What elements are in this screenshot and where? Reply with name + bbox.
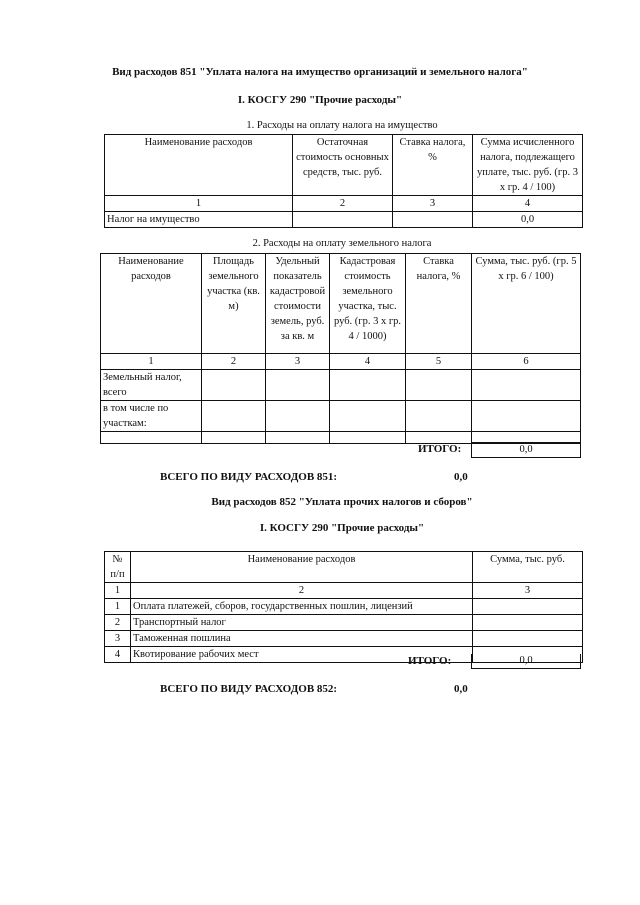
table-row xyxy=(105,631,583,647)
table2-header-sum: Сумма, тыс. руб. (гр. 5 х гр. 6 / 100) xyxy=(472,254,581,354)
table-row xyxy=(101,370,581,401)
table2-colnum-5: 5 xyxy=(406,354,472,370)
table3-row-num: 3 xyxy=(105,631,131,647)
table1-colnum-1: 1 xyxy=(105,196,293,212)
table3-colnum-1: 1 xyxy=(105,583,131,599)
table3-total-value: 0,0 xyxy=(471,654,581,669)
table3-row-name: Оплата платежей, сборов, государственных пошлин, лицензий xyxy=(131,599,473,615)
table3-total-label: ИТОГО: xyxy=(408,655,452,667)
table-row xyxy=(105,599,583,615)
section-852-title: Вид расходов 852 "Уплата прочих налогов и сборов" xyxy=(211,496,473,508)
table1-header-tax-sum: Сумма исчисленного налога, подлежащего уплате, тыс. руб. (гр. 3 х гр. 4 / 100) xyxy=(473,135,583,196)
table2-total-label: ИТОГО: xyxy=(418,443,462,455)
table2-colnum-2: 2 xyxy=(202,354,266,370)
table2-row-name: Земельный налог, всего xyxy=(101,370,202,401)
table1-row-name: Налог на имущество xyxy=(105,212,293,228)
grand-total-852-value: 0,0 xyxy=(454,683,468,695)
table1-header-tax-rate: Ставка налога, % xyxy=(393,135,473,196)
table3-header-num: № п/п xyxy=(105,552,131,583)
table1-caption: 1. Расходы на оплату налога на имущество xyxy=(246,120,438,131)
table2-row-name xyxy=(101,432,202,444)
table1-row-c3 xyxy=(393,212,473,228)
table2-total-value: 0,0 xyxy=(471,442,581,458)
section-851-title: Вид расходов 851 "Уплата налога на имущество организаций и земельного налога" xyxy=(112,66,528,78)
section-851-kosgu: I. КОСГУ 290 "Прочие расходы" xyxy=(237,94,403,106)
table3-row-sum xyxy=(473,599,583,615)
table1-property-tax xyxy=(104,134,583,228)
table2-header-name: Наименование расходов xyxy=(101,254,202,354)
table3-row-sum xyxy=(473,615,583,631)
table-row xyxy=(105,615,583,631)
table2-colnum-4: 4 xyxy=(330,354,406,370)
table3-colnum-3: 3 xyxy=(473,583,583,599)
table1-row-c2 xyxy=(293,212,393,228)
table2-header-tax-rate: Ставка налога, % xyxy=(406,254,472,354)
table3-row-sum xyxy=(473,631,583,647)
table1-header-residual-value: Остаточная стоимость основных средств, тыс. руб. xyxy=(293,135,393,196)
table3-row-name: Транспортный налог xyxy=(131,615,473,631)
grand-total-851-label: ВСЕГО ПО ВИДУ РАСХОДОВ 851: xyxy=(160,471,338,483)
section-852-kosgu: I. КОСГУ 290 "Прочие расходы" xyxy=(259,522,425,534)
table3-row-num: 1 xyxy=(105,599,131,615)
table3-header-name: Наименование расходов xyxy=(131,552,473,583)
table-row xyxy=(101,401,581,432)
table2-header-area: Площадь земельного участка (кв. м) xyxy=(202,254,266,354)
table1-colnum-2: 2 xyxy=(293,196,393,212)
table1-row-c4: 0,0 xyxy=(473,212,583,228)
grand-total-851-value: 0,0 xyxy=(454,471,468,483)
table3-other-taxes xyxy=(104,551,583,663)
table2-caption: 2. Расходы на оплату земельного налога xyxy=(252,238,432,249)
table3-row-num: 2 xyxy=(105,615,131,631)
table3-row-name: Таможенная пошлина xyxy=(131,631,473,647)
table3-colnum-2: 2 xyxy=(131,583,473,599)
table1-header-name: Наименование расходов xyxy=(105,135,293,196)
table1-colnum-4: 4 xyxy=(473,196,583,212)
table2-colnum-6: 6 xyxy=(472,354,581,370)
table2-colnum-3: 3 xyxy=(266,354,330,370)
table2-row-name: в том числе по участкам: xyxy=(101,401,202,432)
table3-row-name: Квотирование рабочих мест xyxy=(131,647,473,663)
table3-header-sum: Сумма, тыс. руб. xyxy=(473,552,583,583)
table3-row-num: 4 xyxy=(105,647,131,663)
table2-colnum-1: 1 xyxy=(101,354,202,370)
table2-land-tax xyxy=(100,253,581,444)
table2-header-cadastral-value: Кадастровая стоимость земельного участка, тыс. руб. (гр. 3 х гр. 4 / 1000) xyxy=(330,254,406,354)
table-row xyxy=(105,212,583,228)
grand-total-852-label: ВСЕГО ПО ВИДУ РАСХОДОВ 852: xyxy=(160,683,338,695)
table1-colnum-3: 3 xyxy=(393,196,473,212)
table2-header-unit-cadastral: Удельный показатель кадастровой стоимости земель, руб. за кв. м xyxy=(266,254,330,354)
